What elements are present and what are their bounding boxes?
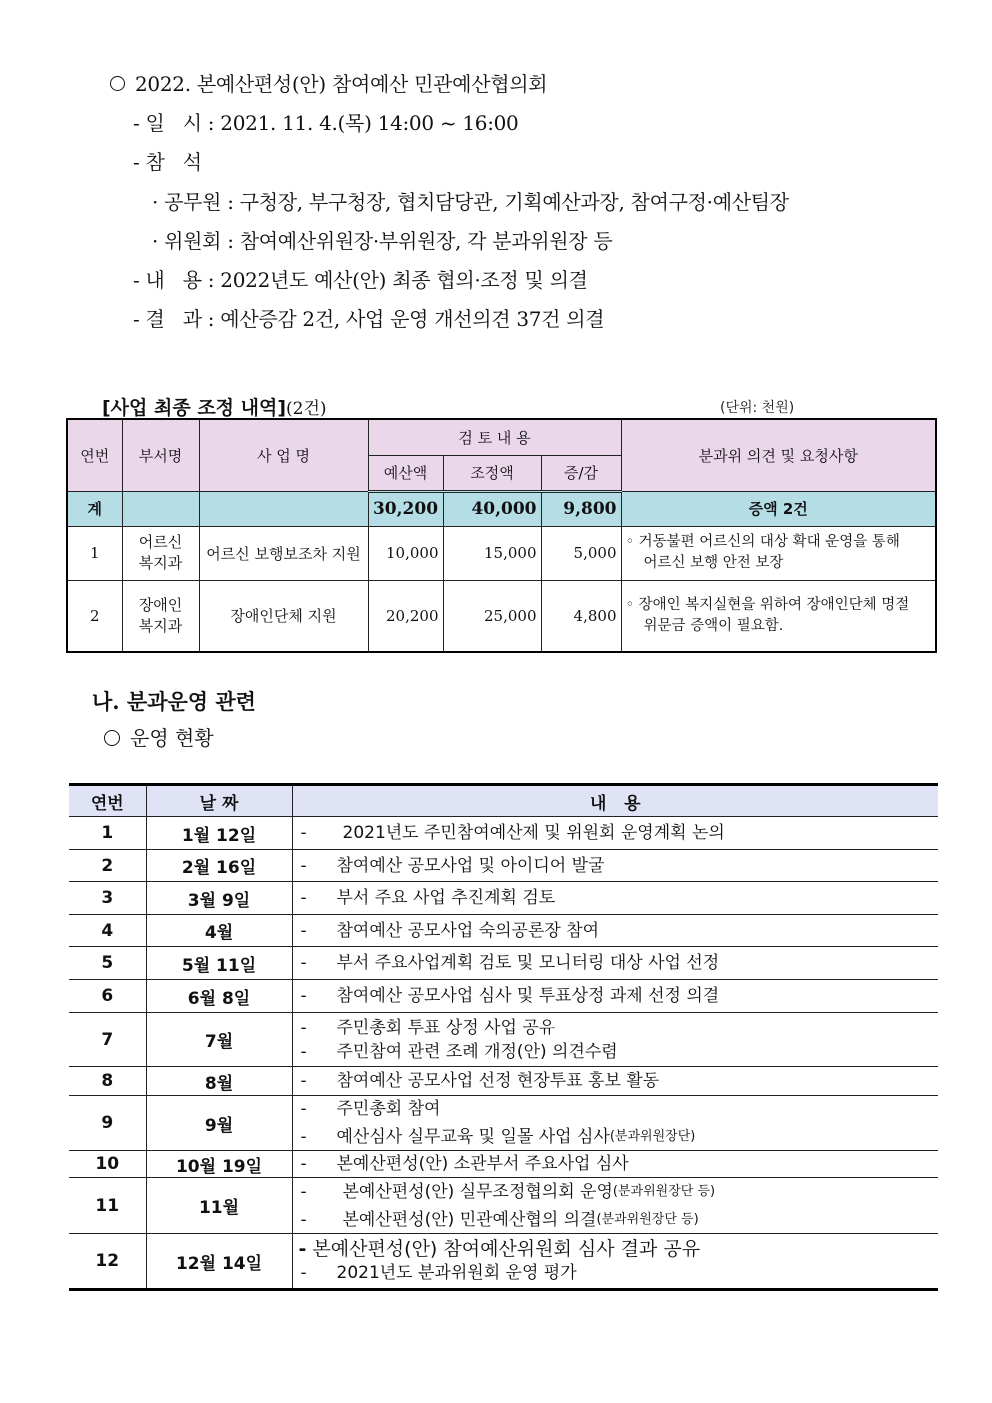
table-row xyxy=(69,817,938,850)
item-text: 부서 주요 사업 추진계획 검토 xyxy=(336,888,556,908)
officials-label: · 공무원 : xyxy=(152,190,234,214)
dept-line1: 장애인 xyxy=(138,595,183,614)
row-adjusted: 15,000 xyxy=(443,526,541,580)
header-diff: 증/감 xyxy=(541,455,621,491)
row-date: 8월 xyxy=(146,1067,292,1096)
row-date: 9월 xyxy=(146,1096,292,1151)
row-content xyxy=(292,1234,938,1290)
subsection-title: 운영 현황 xyxy=(130,726,214,750)
row-content xyxy=(292,817,938,850)
total-dept xyxy=(122,491,199,526)
row-date: 1월 12일 xyxy=(146,817,292,850)
row-no: 11 xyxy=(69,1178,146,1234)
row-opinion xyxy=(621,580,936,652)
item-text: 예산심사 실무교육 및 일몰 사업 심사 xyxy=(336,1127,610,1147)
dash-marker: - xyxy=(300,1263,307,1283)
item-text: 참여예산 공모사업 선정 현장투표 홍보 활동 xyxy=(336,1071,660,1091)
dash-marker: - xyxy=(300,953,307,973)
row-budget: 20,200 xyxy=(368,580,443,652)
row-no: 5 xyxy=(69,947,146,980)
row-no: 6 xyxy=(69,980,146,1013)
header-no: 연번 xyxy=(67,419,122,491)
header-project: 사 업 명 xyxy=(199,419,368,491)
row-date: 6월 8일 xyxy=(146,980,292,1013)
row-date: 7월 xyxy=(146,1013,292,1067)
dash-marker: - xyxy=(300,823,307,843)
row-content xyxy=(292,1096,938,1151)
committee-label: · 위원회 : xyxy=(152,229,234,253)
row-date: 11월 xyxy=(146,1178,292,1234)
dash-marker: - xyxy=(300,1154,307,1174)
datetime-label: - 일 시 : xyxy=(133,111,215,135)
committee-value: 참여예산위원장·부위원장, 각 분과위원장 등 xyxy=(239,229,613,253)
row-no: 4 xyxy=(69,915,146,947)
item-text: 본예산편성(안) 실무조정협의회 운영 xyxy=(342,1181,613,1202)
total-budget: 30,200 xyxy=(368,491,443,526)
dash-marker: - xyxy=(300,1071,307,1091)
table-row xyxy=(67,580,936,652)
row-no: 10 xyxy=(69,1151,146,1178)
result-label: - 결 과 : xyxy=(133,307,215,331)
committee-line xyxy=(152,225,612,254)
row-content xyxy=(292,1151,938,1178)
dash-marker: - xyxy=(300,1181,307,1202)
content-line xyxy=(133,264,588,293)
row-no: 2 xyxy=(67,580,122,652)
total-row xyxy=(67,491,936,526)
officials-line xyxy=(152,186,789,215)
table-row xyxy=(69,980,938,1013)
meeting-title: 2022. 본예산편성(안) 참여예산 민관예산협의회 xyxy=(135,72,548,96)
item-text: 본예산편성(안) 소관부서 주요사업 심사 xyxy=(336,1154,629,1174)
table-row xyxy=(69,1013,938,1067)
row-project: 어르신 보행보조차 지원 xyxy=(199,526,368,580)
total-label: 계 xyxy=(67,491,122,526)
header-opinion: 분과위 의견 및 요청사항 xyxy=(621,419,936,491)
row-content xyxy=(292,915,938,947)
row-project: 장애인단체 지원 xyxy=(199,580,368,652)
dept-line2: 복지과 xyxy=(138,554,183,572)
total-diff: 9,800 xyxy=(541,491,621,526)
dept-line1: 어르신 xyxy=(138,533,183,551)
adjust-table-count: (2건) xyxy=(286,399,327,419)
item-text: 본예산편성(안) 참여예산위원회 심사 결과 공유 xyxy=(312,1238,701,1260)
row-no: 7 xyxy=(69,1013,146,1067)
header-budget: 예산액 xyxy=(368,455,443,491)
subsection-title-line xyxy=(104,722,214,751)
total-project xyxy=(199,491,368,526)
row-date: 2월 16일 xyxy=(146,850,292,882)
item-note: (분과위원장단 등) xyxy=(612,1183,716,1199)
header-dept: 부서명 xyxy=(122,419,199,491)
unit-label: (단위: 천원) xyxy=(720,400,795,416)
opinion-line1: ◦ 거동불편 어르신의 대상 확대 운영을 통해 xyxy=(625,534,900,550)
item-text: 2021년도 주민참여예산제 및 위원회 운영계획 논의 xyxy=(342,823,725,843)
item-text: 참여예산 공모사업 심사 및 투표상정 과제 선정 의결 xyxy=(336,986,720,1006)
item-note: (분과위원장단) xyxy=(609,1129,696,1144)
row-opinion xyxy=(621,526,936,580)
dash-marker: - xyxy=(298,1238,307,1260)
row-content xyxy=(292,947,938,980)
dash-marker: - xyxy=(300,1209,307,1230)
dash-marker: - xyxy=(300,1017,307,1038)
header-content: 내 용 xyxy=(292,785,938,817)
dept-line2: 복지과 xyxy=(138,616,183,635)
header-date: 날 짜 xyxy=(146,785,292,817)
row-no: 1 xyxy=(69,817,146,850)
header-adjusted: 조정액 xyxy=(443,455,541,491)
opinion-line1: ◦ 장애인 복지실현을 위하여 장애인단체 명절 xyxy=(625,596,910,613)
item-text: 참여예산 공모사업 및 아이디어 발굴 xyxy=(336,855,605,876)
adjust-table xyxy=(66,418,937,653)
circle-bullet-icon xyxy=(110,76,125,91)
row-content xyxy=(292,1067,938,1096)
officials-value: 구청장, 부구청장, 협치담당관, 기획예산과장, 참여구정·예산팀장 xyxy=(239,190,789,214)
row-date: 12월 14일 xyxy=(146,1234,292,1290)
section-title: 나. 분과운영 관련 xyxy=(92,689,256,714)
table-row xyxy=(69,947,938,980)
table-row xyxy=(69,1151,938,1178)
row-content xyxy=(292,850,938,882)
opinion-line2: 어르신 보행 안전 보장 xyxy=(643,555,784,571)
table-row xyxy=(69,1178,938,1234)
adjust-table-title xyxy=(102,393,327,420)
row-date: 3월 9일 xyxy=(146,882,292,915)
result-value: 예산증감 2건, 사업 운영 개선의견 37건 의결 xyxy=(220,307,605,331)
operations-table xyxy=(69,783,938,1291)
row-content xyxy=(292,1013,938,1067)
row-dept xyxy=(122,580,199,652)
row-dept xyxy=(122,526,199,580)
row-no: 2 xyxy=(69,850,146,882)
dash-marker: - xyxy=(300,888,307,908)
datetime-value: 2021. 11. 4.(목) 14:00 ~ 16:00 xyxy=(220,111,519,135)
circle-bullet-icon xyxy=(104,730,120,746)
dash-marker: - xyxy=(300,1127,307,1147)
row-adjusted: 25,000 xyxy=(443,580,541,652)
table-row xyxy=(69,1067,938,1096)
item-text: 부서 주요사업계획 검토 및 모니터링 대상 사업 선정 xyxy=(336,953,720,973)
dash-marker: - xyxy=(300,1099,307,1119)
total-opinion: 증액 2건 xyxy=(621,491,936,526)
row-date: 4월 xyxy=(146,915,292,947)
item-text: 주민총회 참여 xyxy=(336,1099,441,1119)
table-row xyxy=(69,1096,938,1151)
row-no: 1 xyxy=(67,526,122,580)
item-text: 주민참여 관련 조례 개정(안) 의견수렴 xyxy=(336,1041,618,1062)
dash-marker: - xyxy=(300,1041,307,1062)
row-date: 5월 11일 xyxy=(146,947,292,980)
total-adjusted: 40,000 xyxy=(443,491,541,526)
row-diff: 5,000 xyxy=(541,526,621,580)
item-text: 2021년도 분과위원회 운영 평가 xyxy=(336,1263,577,1283)
row-no: 3 xyxy=(69,882,146,915)
row-no: 8 xyxy=(69,1067,146,1096)
item-text: 본예산편성(안) 민관예산협의 의결 xyxy=(342,1209,597,1230)
table-row xyxy=(69,915,938,947)
row-no: 9 xyxy=(69,1096,146,1151)
table-row xyxy=(69,850,938,882)
content-label: - 내 용 : xyxy=(133,268,215,292)
content-value: 2022년도 예산(안) 최종 협의·조정 및 의결 xyxy=(220,268,588,292)
row-budget: 10,000 xyxy=(368,526,443,580)
table-row xyxy=(69,1234,938,1290)
header-no: 연번 xyxy=(69,785,146,817)
row-date: 10월 19일 xyxy=(146,1151,292,1178)
item-text: 주민총회 투표 상정 사업 공유 xyxy=(336,1017,556,1038)
item-note: (분과위원장단 등) xyxy=(596,1211,699,1227)
dash-marker: - xyxy=(300,920,307,941)
dash-marker: - xyxy=(300,986,307,1006)
opinion-line2: 위문금 증액이 필요함. xyxy=(643,617,784,634)
row-content xyxy=(292,1178,938,1234)
table-row xyxy=(67,526,936,580)
header-review: 검 토 내 용 xyxy=(368,419,621,455)
row-no: 12 xyxy=(69,1234,146,1290)
row-content xyxy=(292,980,938,1013)
table-row xyxy=(69,882,938,915)
result-line xyxy=(133,303,604,332)
attendees-label: - 참 석 xyxy=(133,150,202,174)
item-text: 참여예산 공모사업 숙의공론장 참여 xyxy=(336,920,600,941)
adjust-table-title-text: [사업 최종 조정 내역] xyxy=(102,397,287,419)
row-diff: 4,800 xyxy=(541,580,621,652)
dash-marker: - xyxy=(300,855,307,876)
meeting-title-line xyxy=(110,68,547,97)
row-content xyxy=(292,882,938,915)
meeting-datetime-line xyxy=(133,107,519,136)
